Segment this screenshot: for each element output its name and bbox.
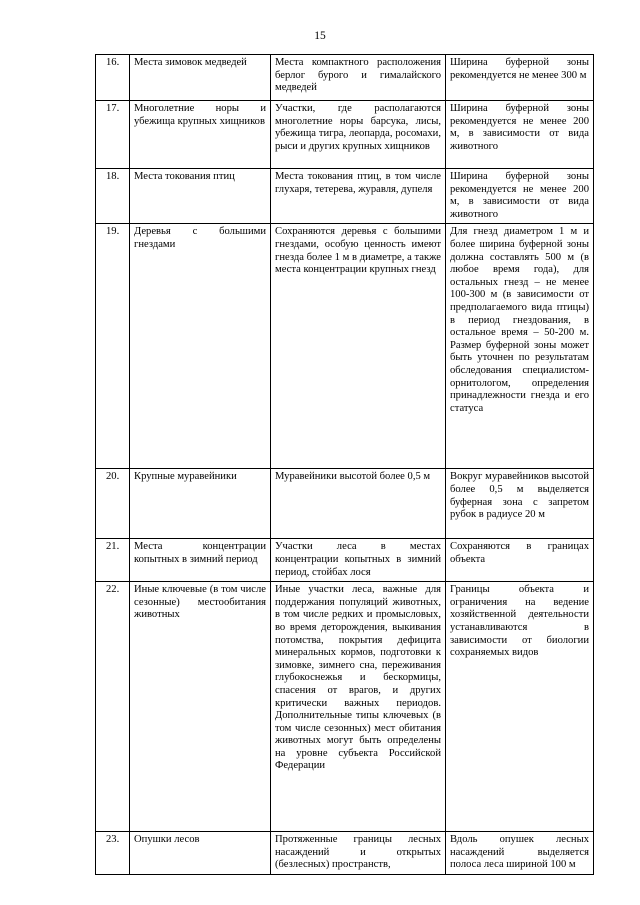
row-number: 18. [96,169,130,224]
object-name: Деревья с большими гнездами [130,224,271,469]
table-row [96,169,594,224]
protection-measure: Для гнезд диаметром 1 м и более ширина буферной зоны должна составлять 500 м (в любое время года), для остальных гнезд – не менее 100-300 м (в зависимости от предполагаемого вида птицы) в период гнездования, в остальное время – 50-200 м. Размер буферной зоны может быть уточнен по результатам обследования специалистом-орнитологом, определения принадлежности гнезда и его статуса [446,224,594,469]
table-row [96,469,594,539]
protection-measure: Границы объекта и ограничения на ведение хозяйственной деятельности устанавливаются в зависимости от биологии сохраняемых видов [446,582,594,832]
object-name: Места концентрации копытных в зимний период [130,539,271,582]
table-row [96,55,594,101]
content-table [95,54,594,875]
page-number: 15 [314,30,326,42]
object-description: Места компактного расположения берлог бурого и гималайского медведей [271,55,446,101]
protection-measure: Сохраняются в границах объекта [446,539,594,582]
protection-measure: Вдоль опушек лесных насаждений выделяется полоса леса шириной 100 м [446,832,594,875]
row-number: 21. [96,539,130,582]
object-description: Участки леса в местах концентрации копытных в зимний период, стойбах лося [271,539,446,582]
protection-measure: Вокруг муравейников высотой более 0,5 м выделяется буферная зона с запретом рубок в радиусе 20 м [446,469,594,539]
object-name: Опушки лесов [130,832,271,875]
table-row [96,832,594,875]
object-name: Иные ключевые (в том числе сезонные) местообитания животных [130,582,271,832]
table-row [96,539,594,582]
object-description: Муравейники высотой более 0,5 м [271,469,446,539]
object-description: Места токования птиц, в том числе глухаря, тетерева, журавля, дупеля [271,169,446,224]
protection-measure: Ширина буферной зоны рекомендуется не менее 200 м, в зависимости от вида животного [446,169,594,224]
row-number: 23. [96,832,130,875]
row-number: 22. [96,582,130,832]
object-name: Крупные муравейники [130,469,271,539]
object-name: Места токования птиц [130,169,271,224]
object-description: Иные участки леса, важные для поддержания популяций животных, в том числе редких и промысловых, во время деторождения, выкивания потомства, покрытия дефицита минеральных кормов, подготовки к зимовке, зимнего сна, переживания глубокоснежья и бескормицы, спасения от врагов, и других критически важных периодов. Дополнительные типы ключевых (в том числе сезонных) мест обитания животных могут быть определены на уровне субъекта Российской Федерации [271,582,446,832]
object-name: Места зимовок медведей [130,55,271,101]
row-number: 16. [96,55,130,101]
row-number: 19. [96,224,130,469]
row-number: 17. [96,101,130,169]
protection-measure: Ширина буферной зоны рекомендуется не менее 300 м [446,55,594,101]
object-description: Сохраняются деревья с большими гнездами, особую ценность имеют гнезда более 1 м в диаметре, а также места концентрации крупных гнезд [271,224,446,469]
object-description: Протяженные границы лесных насаждений и открытых (безлесных) пространств, [271,832,446,875]
protection-measure: Ширина буферной зоны рекомендуется не менее 200 м, в зависимости от вида животного [446,101,594,169]
table-row [96,224,594,469]
object-name: Многолетние норы и убежища крупных хищников [130,101,271,169]
table-row [96,101,594,169]
object-description: Участки, где располагаются многолетние норы барсука, лисы, убежища тигра, леопарда, росомахи, рыси и других крупных хищников [271,101,446,169]
table-row [96,582,594,832]
row-number: 20. [96,469,130,539]
